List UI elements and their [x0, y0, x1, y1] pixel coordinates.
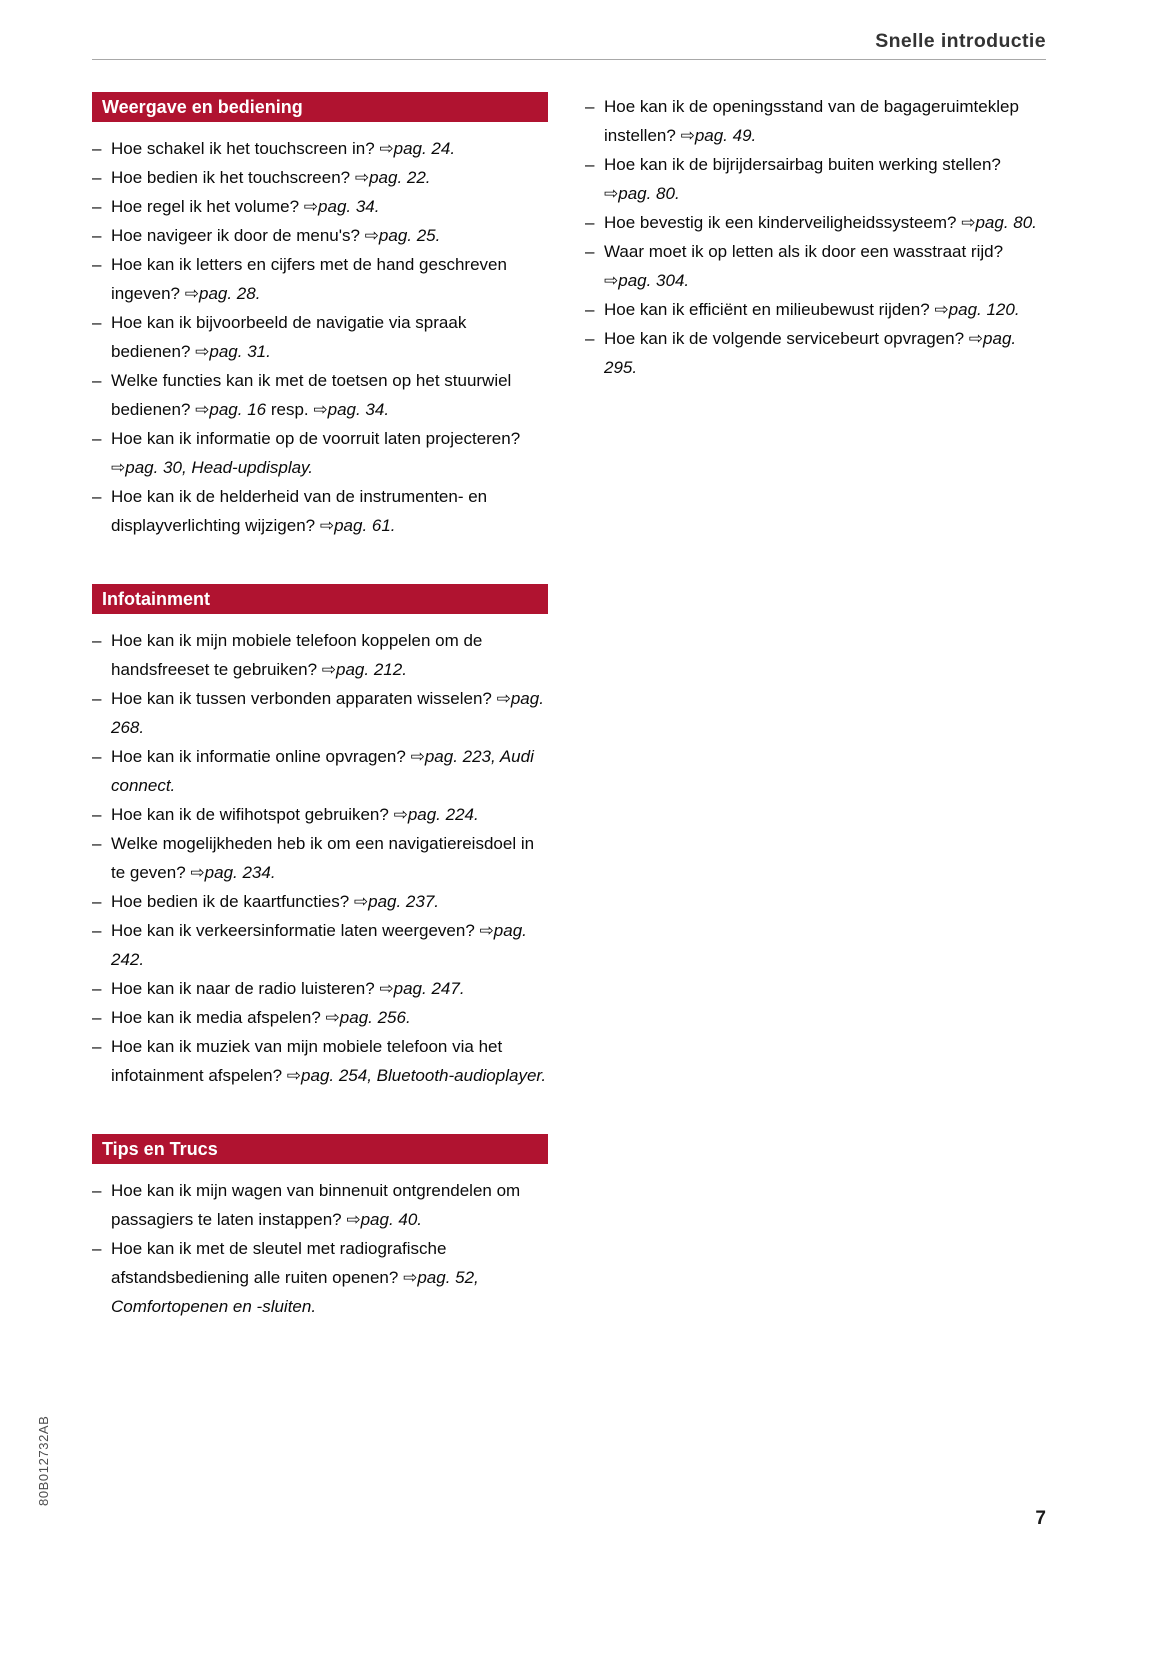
page-ref: pag. 30, Head-updisplay. — [125, 458, 314, 477]
page-ref: pag. 256. — [339, 1008, 411, 1027]
arrow-icon: ⇨ — [325, 1008, 340, 1027]
list-item — [585, 237, 1046, 295]
page-ref: pag. 49. — [694, 126, 757, 145]
item-dash: – — [585, 213, 595, 232]
item-dash: – — [92, 1181, 102, 1200]
list-item — [92, 684, 548, 742]
page-ref: pag. 120. — [948, 300, 1020, 319]
item-text: Hoe kan ik de wifihotspot gebruiken? — [111, 805, 394, 824]
page-ref: pag. 40. — [360, 1210, 423, 1229]
arrow-icon: ⇨ — [286, 1066, 302, 1085]
right-column — [585, 92, 1046, 426]
page-ref: pag. 254, Bluetooth-audioplayer. — [301, 1066, 547, 1085]
item-text: Hoe kan ik mijn wagen van binnenuit ontgrendelen om passagiers te laten instappen? — [111, 1181, 521, 1229]
page-ref: pag. 61. — [334, 516, 396, 535]
list-item — [92, 742, 548, 800]
item-dash: – — [92, 197, 102, 216]
list-item — [92, 366, 548, 424]
list-item — [92, 626, 548, 684]
item-dash: – — [585, 329, 595, 348]
item-dash: – — [92, 834, 102, 853]
list-item — [92, 308, 548, 366]
item-text: Waar moet ik op letten als ik door een wasstraat rijd? — [604, 242, 1004, 261]
arrow-icon: ⇨ — [346, 1210, 361, 1229]
item-dash: – — [92, 921, 102, 940]
arrow-icon: ⇨ — [319, 516, 335, 535]
page-ref: pag. 28. — [198, 284, 261, 303]
list-item — [92, 829, 548, 887]
item-text: Hoe bedien ik de kaartfuncties? — [111, 892, 354, 911]
list-item — [92, 974, 548, 1003]
item-text: Hoe kan ik de helderheid van de instrumenten- en displayverlichting wijzigen? — [111, 487, 488, 535]
item-dash: – — [92, 631, 102, 650]
item-dash: – — [92, 226, 102, 245]
list-item — [585, 92, 1046, 150]
item-text: Hoe navigeer ik door de menu's? — [111, 226, 365, 245]
page-ref: pag. 24. — [393, 139, 456, 158]
item-dash: – — [585, 242, 595, 261]
arrow-icon: ⇨ — [968, 329, 984, 348]
arrow-icon: ⇨ — [111, 458, 126, 477]
page-ref: pag. 268. — [111, 689, 544, 737]
item-dash: – — [92, 255, 102, 274]
item-dash: – — [92, 1037, 102, 1056]
item-text: Hoe kan ik informatie op de voorruit laten projecteren? — [111, 429, 521, 448]
list-item — [92, 1032, 548, 1090]
page-ref: pag. 304. — [618, 271, 690, 290]
arrow-icon: ⇨ — [379, 979, 394, 998]
question-list — [585, 92, 1046, 382]
list-item — [585, 324, 1046, 382]
arrow-icon: ⇨ — [379, 139, 394, 158]
arrow-icon: ⇨ — [961, 213, 976, 232]
item-text: Hoe kan ik verkeersinformatie laten weergeven? — [111, 921, 480, 940]
page-ref: pag. 295. — [604, 329, 1017, 377]
page-ref: pag. 34. — [327, 400, 390, 419]
arrow-icon: ⇨ — [313, 400, 328, 419]
page-header-title: Snelle introductie — [875, 30, 1046, 52]
item-dash: – — [585, 300, 595, 319]
list-item — [92, 482, 548, 540]
question-list — [92, 626, 548, 1090]
item-dash: – — [92, 168, 102, 187]
page-ref: pag. 80. — [975, 213, 1037, 232]
page-number: 7 — [1035, 1508, 1046, 1529]
item-dash: – — [92, 805, 102, 824]
list-item — [92, 800, 548, 829]
section-banner: Tips en Trucs — [92, 1134, 548, 1164]
list-item — [92, 424, 548, 482]
header-rule — [92, 59, 1046, 60]
page-ref: pag. 80. — [618, 184, 680, 203]
section — [92, 584, 548, 1090]
arrow-icon: ⇨ — [195, 400, 210, 419]
item-dash: – — [92, 892, 102, 911]
item-text: Hoe schakel ik het touchscreen in? — [111, 139, 380, 158]
item-text: Hoe kan ik de openingsstand van de bagageruimteklep instellen? — [604, 97, 1019, 145]
question-list — [92, 134, 548, 540]
arrow-icon: ⇨ — [604, 271, 619, 290]
page-ref: pag. 237. — [368, 892, 440, 911]
item-text: Hoe kan ik de bijrijdersairbag buiten werking stellen? — [604, 155, 1001, 174]
page-ref: pag. 224. — [407, 805, 479, 824]
item-text: Hoe kan ik informatie online opvragen? — [111, 747, 411, 766]
list-item — [585, 295, 1046, 324]
page-ref: pag. 212. — [336, 660, 407, 679]
page-ref: pag. 234. — [204, 863, 276, 882]
item-dash: – — [585, 97, 595, 116]
section-banner: Infotainment — [92, 584, 548, 614]
arrow-icon: ⇨ — [410, 747, 425, 766]
list-item — [585, 150, 1046, 208]
section — [92, 1134, 548, 1321]
item-text: Hoe kan ik mijn mobiele telefoon koppelen om de handsfreeset te gebruiken? — [111, 631, 483, 679]
list-item — [92, 1176, 548, 1234]
print-code: 80B012732AB — [36, 1415, 51, 1506]
list-item — [92, 916, 548, 974]
item-text: Hoe kan ik letters en cijfers met de hand geschreven ingeven? — [111, 255, 507, 303]
page-ref: pag. 25. — [378, 226, 441, 245]
list-item — [92, 192, 548, 221]
arrow-icon: ⇨ — [195, 342, 210, 361]
page-ref: pag. 247. — [393, 979, 465, 998]
arrow-icon: ⇨ — [364, 226, 379, 245]
arrow-icon: ⇨ — [479, 921, 494, 940]
item-text: Hoe kan ik media afspelen? — [111, 1008, 326, 1027]
item-dash: – — [92, 487, 102, 506]
item-dash: – — [92, 139, 102, 158]
item-dash: – — [92, 371, 102, 390]
page-ref: pag. 31. — [209, 342, 271, 361]
item-dash: – — [92, 1239, 102, 1258]
item-dash: – — [92, 313, 102, 332]
item-dash: – — [585, 155, 595, 174]
arrow-icon: ⇨ — [680, 126, 695, 145]
item-text: Welke mogelijkheden heb ik om een navigatiereisdoel in te geven? — [111, 834, 535, 882]
list-item — [92, 163, 548, 192]
item-text: Hoe bevestig ik een kinderveiligheidssysteem? — [604, 213, 962, 232]
item-text: Hoe regel ik het volume? — [111, 197, 304, 216]
item-text: Hoe kan ik naar de radio luisteren? — [111, 979, 380, 998]
item-text: Hoe kan ik muziek van mijn mobiele telefoon via het infotainment afspelen? — [111, 1037, 503, 1085]
list-item — [92, 134, 548, 163]
arrow-icon: ⇨ — [190, 863, 205, 882]
item-text: Hoe kan ik de volgende servicebeurt opvragen? — [604, 329, 969, 348]
list-item — [92, 250, 548, 308]
item-text: Hoe kan ik met de sleutel met radiografische afstandsbediening alle ruiten openen? — [111, 1239, 447, 1287]
page-ref: pag. 34. — [318, 197, 380, 216]
section — [585, 92, 1046, 382]
item-dash: – — [92, 429, 102, 448]
item-dash: – — [92, 979, 102, 998]
list-item — [92, 1234, 548, 1321]
section — [92, 92, 548, 540]
question-list — [92, 1176, 548, 1321]
list-item — [92, 1003, 548, 1032]
page-ref: pag. 223, Audi connect. — [111, 747, 534, 795]
arrow-icon: ⇨ — [934, 300, 949, 319]
list-item — [92, 221, 548, 250]
arrow-icon: ⇨ — [184, 284, 199, 303]
list-item — [585, 208, 1046, 237]
left-column — [92, 92, 548, 1365]
arrow-icon: ⇨ — [353, 892, 369, 911]
arrow-icon: ⇨ — [393, 805, 408, 824]
page-ref: pag. 242. — [111, 921, 527, 969]
arrow-icon: ⇨ — [496, 689, 511, 708]
arrow-icon: ⇨ — [321, 660, 337, 679]
item-dash: – — [92, 747, 102, 766]
arrow-icon: ⇨ — [604, 184, 619, 203]
arrow-icon: ⇨ — [403, 1268, 418, 1287]
page-ref: pag. 16 — [209, 400, 267, 419]
item-text: Hoe kan ik tussen verbonden apparaten wisselen? — [111, 689, 497, 708]
item-text: Welke functies kan ik met de toetsen op het stuurwiel bedienen? — [111, 371, 512, 419]
arrow-icon: ⇨ — [354, 168, 370, 187]
page-ref: pag. 52, Comfortopenen en -sluiten. — [111, 1268, 479, 1316]
item-text: resp. — [266, 400, 314, 419]
item-dash: – — [92, 689, 102, 708]
page-ref: pag. 22. — [369, 168, 431, 187]
section-banner: Weergave en bediening — [92, 92, 548, 122]
list-item — [92, 887, 548, 916]
item-dash: – — [92, 1008, 102, 1027]
item-text: Hoe kan ik bijvoorbeeld de navigatie via spraak bedienen? — [111, 313, 467, 361]
arrow-icon: ⇨ — [303, 197, 319, 216]
item-text: Hoe kan ik efficiënt en milieubewust rijden? — [604, 300, 935, 319]
item-text: Hoe bedien ik het touchscreen? — [111, 168, 355, 187]
